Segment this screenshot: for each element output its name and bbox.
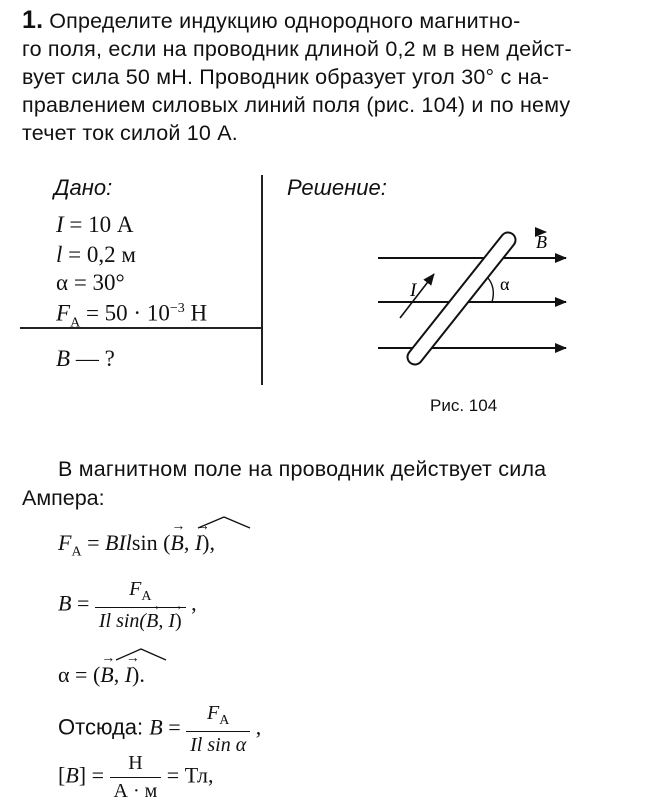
problem-line-2: го поля, если на проводник длиной 0,2 м в нем дейст- (22, 37, 572, 61)
vector-B-den: → B (146, 599, 162, 632)
formula-result: Отсюда: B = $\frac{F_А}{\text{Il sin α}}$ , (58, 702, 262, 756)
figure-caption: Рис. 104 (430, 396, 498, 415)
figure-104 (370, 222, 580, 382)
problem-line-3: вует сила 50 мН. Проводник образует угол 30° с на- (22, 65, 550, 89)
vector-I: → I (194, 519, 210, 555)
formula-ampere-force: $F_А = BIlsin$ ( → B, → I), (58, 519, 215, 560)
para-line-1: В магнитном поле на проводник действует сила (58, 457, 547, 481)
given-length: l = 0,2 м (56, 242, 136, 267)
find-unknown: B — ? (56, 346, 115, 371)
fraction-result: $\frac{F_А}{\text{Il sin α}}$ (186, 702, 250, 757)
given-current: I = 10 А (56, 212, 134, 237)
table-vertical-divider (261, 175, 263, 385)
given-title: Дано: (54, 175, 113, 200)
given-angle: α = 30° (56, 270, 125, 295)
vector-I-den: → I (168, 599, 184, 632)
vector-B: → B (170, 519, 186, 555)
vector-B-alpha: → B (100, 651, 116, 687)
problem-line-5: течет ток силой 10 А. (22, 121, 238, 145)
formula-units: [B] = $\frac{Н}{А \cdot м}$ = Тл, (58, 752, 214, 802)
angle-hat-3 (114, 646, 168, 662)
problem-statement (22, 6, 648, 147)
given-force: $F_А = 50 \cdot 10^{-3}$ Н (56, 300, 208, 331)
formula-B-expression: B = $F_А$ Il sin( → B, → I) , (58, 578, 197, 632)
problem-line-1: 1. Определите индукцию однородного магнитно- (22, 6, 521, 34)
solution-title: Решение: (287, 175, 387, 200)
fraction-B: $F_А$ Il sin( → B, → I) (95, 578, 186, 633)
para-line-2: Ампера: (22, 486, 105, 510)
angle-arc (488, 278, 493, 302)
label-B: B (536, 232, 547, 252)
problem-number: 1. (22, 6, 44, 34)
fraction-units: $\frac{Н}{А \cdot м}$ (110, 752, 162, 803)
explanation-paragraph (58, 455, 638, 484)
vector-I-alpha: → I (124, 651, 140, 687)
label-I: I (410, 280, 417, 301)
problem-line-4: правлением силовых линий поля (рис. 104) и по нему (22, 93, 571, 117)
angle-hat-1 (196, 514, 252, 530)
current-arrow (400, 274, 434, 318)
formula-alpha: α = ( → B, → I). (58, 651, 145, 687)
label-alpha: α (500, 274, 510, 294)
